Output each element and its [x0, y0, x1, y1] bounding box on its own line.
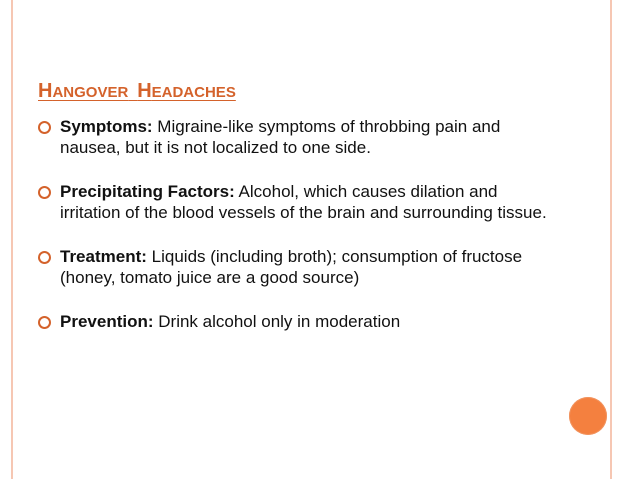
- title-word-2-rest: EADACHES: [151, 84, 236, 101]
- slide-title: [38, 70, 236, 102]
- bullet-list: [38, 116, 558, 332]
- bullet-label: Precipitating Factors:: [60, 182, 235, 201]
- bullet-precipitating-factors: [38, 181, 558, 223]
- decorative-circle-icon: [569, 397, 607, 435]
- title-word-1-rest: ANGOVER: [52, 84, 129, 101]
- bullet-label: Treatment:: [60, 247, 147, 266]
- bullet-ring-icon: [38, 316, 51, 329]
- bullet-prevention: [38, 311, 558, 332]
- title-word-2-initial: H: [137, 80, 152, 102]
- bullet-ring-icon: [38, 121, 51, 134]
- bullet-text: Migraine-like symptoms of throbbing pain and nausea, but it is not localized to one side.: [60, 117, 501, 157]
- bullet-text: Liquids (including broth); consumption of fructose (honey, tomato juice are a good source): [60, 247, 523, 287]
- bullet-text: Drink alcohol only in moderation: [153, 312, 401, 331]
- bullet-ring-icon: [38, 186, 51, 199]
- bullet-text: Alcohol, which causes dilation and irritation of the blood vessels of the brain and surrounding tissue.: [60, 182, 547, 222]
- bullet-label: Prevention:: [60, 312, 154, 331]
- bullet-label: Symptoms:: [60, 117, 153, 136]
- bullet-treatment: [38, 246, 558, 288]
- title-word-1-initial: H: [38, 80, 53, 102]
- bullet-ring-icon: [38, 251, 51, 264]
- bullet-symptoms: [38, 116, 558, 158]
